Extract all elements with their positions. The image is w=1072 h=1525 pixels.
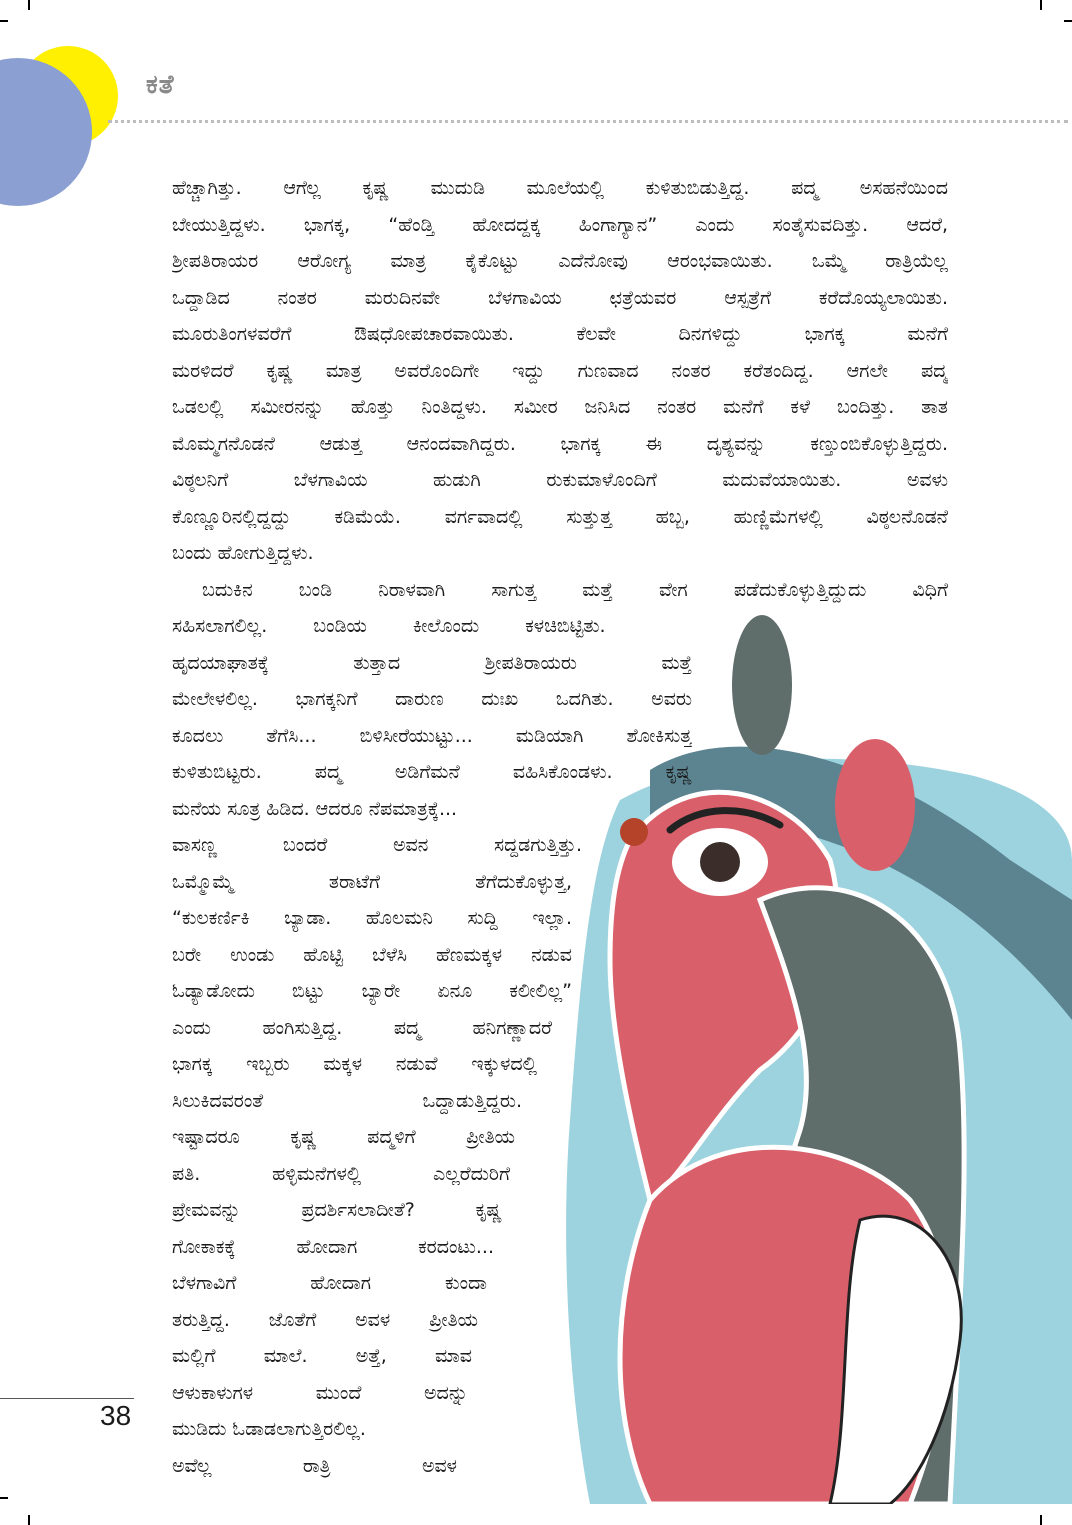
text-line: ತರುತ್ತಿದ್ದ. ಜೊತೆಗೆ ಅವಳ ಪ್ರೀತಿಯ: [172, 1308, 478, 1331]
text-line: ಅವೆಲ್ಲ ರಾತ್ರಿ ಅವಳ: [172, 1454, 457, 1477]
text-line: ಮೊಮ್ಮಗನೊಡನೆ ಆಡುತ್ತ ಆನಂದವಾಗಿದ್ದರು. ಭಾಗಕ್ಕ ಈ ದೃಶ್ಯವನ್ನು ಕಣ್ತುಂಬಿಕೊಳ್ಳುತ್ತಿದ್ದರು.: [172, 432, 948, 455]
text-line: ಆಳುಕಾಳುಗಳ ಮುಂದೆ ಅದನ್ನು: [172, 1381, 468, 1404]
text-line: ಹೃದಯಾಘಾತಕ್ಕೆ ತುತ್ತಾದ ಶ್ರೀಪತಿರಾಯರು ಮತ್ತೆ: [172, 651, 692, 674]
text-line: ಇಷ್ಟಾದರೂ ಕೃಷ್ಣ ಪದ್ಮಳಿಗೆ ಪ್ರೀತಿಯ: [172, 1126, 515, 1148]
text-line: ಮೂರುತಿಂಗಳವರೆಗೆ ಔಷಧೋಪಚಾರವಾಯಿತು. ಕೆಲವೇ ದಿನಗಳಿದ್ದು ಭಾಗಕ್ಕ ಮನೆಗೆ: [172, 323, 948, 345]
text-line: ವಿಠ್ಠಲನಿಗೆ ಬೆಳಗಾವಿಯ ಹುಡುಗಿ ರುಕುಮಾಳೊಂದಿಗೆ ಮದುವೆಯಾಯಿತು. ಅವಳು: [172, 469, 948, 491]
text-line: ಭಾಗಕ್ಕ ಇಬ್ಬರು ಮಕ್ಕಳ ನಡುವೆ ಇಕ್ಕುಳದಲ್ಲಿ: [172, 1053, 537, 1075]
dotted-divider: [108, 120, 1068, 123]
text-line: ಪತಿ. ಹಳ್ಳಿಮನೆಗಳಲ್ಲಿ ಎಲ್ಲರೆದುರಿಗೆ: [172, 1162, 510, 1185]
text-line: ಶ್ರೀಪತಿರಾಯರ ಆರೋಗ್ಯ ಮಾತ್ರ ಕೈಕೊಟ್ಟು ಎದೆನೋವು ಆರಂಭವಾಯಿತು. ಒಮ್ಮೆ ರಾತ್ರಿಯೆಲ್ಲ: [172, 250, 948, 272]
page-number: 38: [100, 1400, 132, 1431]
text-line: ವಾಸಣ್ಣ ಬಂದರೆ ಅವನ ಸದ್ದಡಗುತ್ತಿತ್ತು.: [172, 834, 582, 856]
footer-rule: [0, 1398, 134, 1399]
text-line: ಸಿಲುಕಿದವರಂತೆ ಒದ್ದಾಡುತ್ತಿದ್ದರು.: [172, 1089, 522, 1112]
text-line: ಬೇಯುತ್ತಿದ್ದಳು. ಭಾಗಕ್ಕ, “ಹೆಂಡ್ತಿ ಹೋದದ್ದಕ್ಕ ಹಿಂಗಾಗ್ಯಾನ” ಎಂದು ಸಂತೈಸುವದಿತ್ತು. ಆದರೆ,: [172, 213, 948, 236]
story-body: [172, 170, 948, 1484]
text-line: ಮರಳಿದರೆ ಕೃಷ್ಣ ಮಾತ್ರ ಅವರೊಂದಿಗೇ ಇದ್ದು ಗುಣವಾದ ನಂತರ ಕರೆತಂದಿದ್ದ. ಆಗಲೇ ಪದ್ಮ: [172, 359, 948, 382]
text-line: ಮೇಲೇಳಲಿಲ್ಲ. ಭಾಗಕ್ಕನಿಗೆ ದಾರುಣ ದುಃಖ ಒದಗಿತು. ಅವರು: [172, 688, 692, 710]
text-line: ಒಮ್ಮೊಮ್ಮೆ ತರಾಟೆಗೆ ತೆಗೆದುಕೊಳ್ಳುತ್ತ,: [172, 870, 572, 893]
decorative-circles: [0, 0, 130, 220]
text-line: ಮುಡಿದು ಓಡಾಡಲಾಗುತ್ತಿರಲಿಲ್ಲ.: [172, 1418, 366, 1440]
text-line: ಮನೆಯ ಸೂತ್ರ ಹಿಡಿದ. ಆದರೂ ನೆಪಮಾತ್ರಕ್ಕೆ...: [172, 797, 458, 820]
crop-mark-bottom-left: [28, 1515, 30, 1525]
text-line: ಬದುಕಿನ ಬಂಡಿ ನಿರಾಳವಾಗಿ ಸಾಗುತ್ತ ಮತ್ತೆ ವೇಗ ಪಡೆದುಕೊಳ್ಳುತ್ತಿದ್ದುದು ವಿಧಿಗೆ: [202, 578, 948, 601]
text-line: ಒದ್ದಾಡಿದ ನಂತರ ಮರುದಿನವೇ ಬೆಳಗಾವಿಯ ಛತ್ರೆಯವರ ಆಸ್ಪತ್ರೆಗೆ ಕರೆದೊಯ್ಯಲಾಯಿತು.: [172, 286, 948, 309]
text-line: ಗೋಕಾಕಕ್ಕೆ ಹೋದಾಗ ಕರದಂಟು...: [172, 1235, 494, 1258]
text-line: ಪ್ರೇಮವನ್ನು ಪ್ರದರ್ಶಿಸಲಾದೀತೆ? ಕೃಷ್ಣ: [172, 1199, 502, 1221]
text-line: ಕೂದಲು ತೆಗೆಸಿ... ಬಿಳಿಸೀರೆಯುಟ್ಟು... ಮಡಿಯಾಗಿ ಶೋಕಿಸುತ್ತ: [172, 724, 692, 747]
section-label: ಕತೆ: [146, 70, 175, 100]
text-line: ಒಡಲಲ್ಲಿ ಸಮೀರನನ್ನು ಹೊತ್ತು ನಿಂತಿದ್ದಳು. ಸಮೀರ ಜನಿಸಿದ ನಂತರ ಮನೆಗೆ ಕಳೆ ಬಂದಿತ್ತು. ತಾತ: [172, 396, 948, 418]
crop-mark-bottom-right: [1040, 1515, 1042, 1525]
text-line: ಕುಳಿತುಬಿಟ್ಟರು. ಪದ್ಮ ಅಡಿಗೆಮನೆ ವಹಿಸಿಕೊಂಡಳು. ಕೃಷ್ಣ: [172, 761, 692, 783]
text-line: ಕೊಣ್ಣೂರಿನಲ್ಲಿದ್ದದ್ದು ಕಡಿಮೆಯೆ. ವರ್ಗವಾದಲ್ಲಿ ಸುತ್ತುತ್ತ ಹಬ್ಬ, ಹುಣ್ಣಿಮೆಗಳಲ್ಲಿ ವಿಠ್ಠಲನೊಡನೆ: [172, 505, 948, 528]
text-line: ಓಡ್ಯಾಡೋದು ಬಿಟ್ಟು ಬ್ಯಾರೇ ಏನೂ ಕಲೀಲಿಲ್ಲ”: [172, 980, 572, 1002]
text-line: ಬಂದು ಹೋಗುತ್ತಿದ್ದಳು.: [172, 542, 314, 564]
text-line: ಬರೇ ಉಂಡು ಹೊಟ್ಟಿ ಬೆಳೆಸಿ ಹೆಣಮಕ್ಕಳ ನಡುವ: [172, 943, 572, 966]
text-line: ಎಂದು ಹಂಗಿಸುತ್ತಿದ್ದ. ಪದ್ಮ ಹನಿಗಣ್ಣಾದರೆ: [172, 1016, 552, 1039]
text-line: ಮಲ್ಲಿಗೆ ಮಾಲೆ. ಅತ್ತೆ, ಮಾವ: [172, 1345, 472, 1367]
crop-mark-right-top: [1064, 20, 1072, 22]
text-line: “ಕುಲಕರ್ಣಿಕಿ ಬ್ಯಾಡಾ. ಹೊಲಮನಿ ಸುದ್ದಿ ಇಲ್ಲಾ.: [172, 907, 572, 929]
text-line: ಹೆಚ್ಚಾಗಿತ್ತು. ಆಗೆಲ್ಲ ಕೃಷ್ಣ ಮುದುಡಿ ಮೂಲೆಯಲ್ಲಿ ಕುಳಿತುಬಿಡುತ್ತಿದ್ದ. ಪದ್ಮ ಅಸಹನೆಯಿಂದ: [172, 177, 948, 199]
crop-mark-top-right: [1040, 0, 1042, 10]
text-line: ಬೆಳಗಾವಿಗೆ ಹೋದಾಗ ಕುಂದಾ: [172, 1272, 487, 1294]
text-line: ಸಹಿಸಲಾಗಲಿಲ್ಲ. ಬಂಡಿಯ ಕೀಲೊಂದು ಕಳಚಿಬಿಟ್ಟಿತು.: [172, 615, 606, 637]
crop-mark-left-bottom: [0, 1497, 8, 1499]
